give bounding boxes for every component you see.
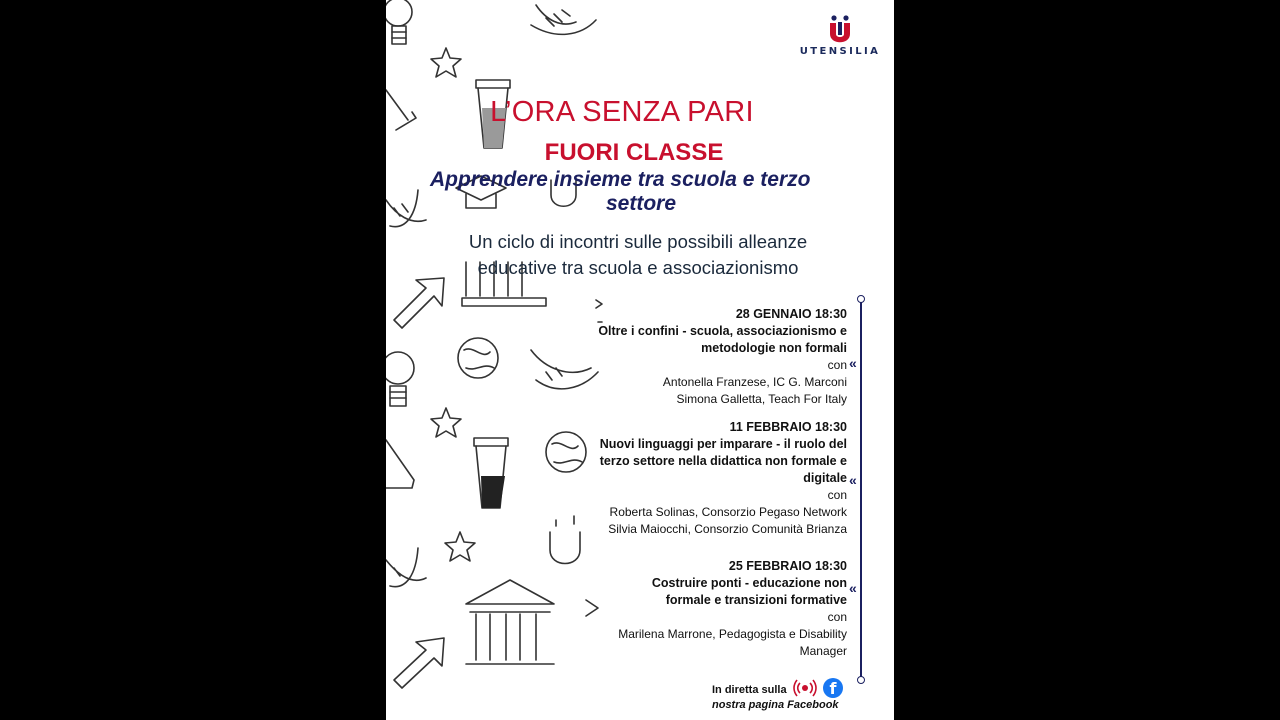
event-title-line: metodologie non formali	[701, 341, 847, 355]
event-item	[557, 306, 847, 408]
handshake-icon-4	[386, 548, 426, 587]
timeline-start-dot	[857, 295, 865, 303]
event-date: 28 GENNAIO 18:30	[735, 307, 847, 321]
event-title-line: Nuovi linguaggi per imparare - il ruolo del	[599, 437, 847, 451]
poster	[386, 0, 894, 720]
event-title-line: Oltre i confini - scuola, associazionismo e	[598, 324, 847, 338]
live-broadcast-icon	[793, 678, 817, 698]
event-item	[557, 558, 847, 660]
event-con-label: con	[827, 358, 847, 372]
intro-line-1: Un ciclo di incontri sulle possibili alleanze	[468, 231, 808, 252]
event-speaker: Roberta Solinas, Consorzio Pegaso Network	[609, 505, 847, 519]
arrow-icon-2	[394, 638, 444, 688]
event-item	[557, 419, 847, 538]
event-title-line: formale e transizioni formative	[665, 593, 847, 607]
utensilia-logo-mark	[825, 14, 855, 44]
arrow-icon	[394, 278, 444, 328]
star-icon-2	[431, 408, 461, 437]
event-speaker: Silvia Maiocchi, Consorzio Comunità Brianza	[608, 522, 847, 536]
timeline-end-dot	[857, 676, 865, 684]
page-title: L’ORA SENZA PARI	[490, 96, 754, 128]
logo-text: UTENSILIA	[799, 46, 881, 57]
star-icon	[431, 48, 461, 77]
event-date: 25 FEBBRAIO 18:30	[728, 559, 847, 573]
live-line-2: nostra pagina Facebook	[712, 699, 839, 711]
lightbulb-icon-2	[386, 352, 414, 406]
timeline-marker-icon-3: «	[849, 580, 857, 596]
event-title-line: Costruire ponti - educazione non	[651, 576, 847, 590]
live-notice	[712, 683, 839, 713]
event-date: 11 FEBBRAIO 18:30	[729, 420, 847, 434]
star-icon-3	[445, 532, 475, 561]
page-subtitle: FUORI CLASSE	[544, 139, 724, 166]
desk-lamp-icon-2	[386, 440, 414, 488]
timeline-line	[860, 298, 862, 678]
event-con-label: con	[827, 488, 847, 502]
timeline-marker-icon-2: «	[849, 472, 857, 488]
events-list	[557, 306, 847, 660]
live-line-1: In diretta sulla	[712, 684, 787, 696]
event-con-label: con	[827, 610, 847, 624]
test-tube-icon-2	[474, 438, 508, 508]
timeline-marker-icon: «	[849, 355, 857, 371]
event-speaker: Marilena Marrone, Pedagogista e Disability	[618, 627, 847, 641]
intro-line-2: educative tra scuola e associazionismo	[477, 257, 799, 278]
event-speaker: Simona Galletta, Teach For Italy	[676, 392, 847, 406]
handshake-icon	[531, 5, 596, 34]
event-title-line: terzo settore nella didattica non formale e	[599, 454, 847, 468]
tagline	[406, 168, 876, 216]
globe-icon	[458, 338, 498, 378]
event-title-line: digitale	[803, 471, 847, 485]
event-speaker: Antonella Franzese, IC G. Marconi	[662, 375, 847, 389]
bank-building-icon	[466, 580, 554, 664]
lightbulb-icon	[386, 0, 412, 44]
tagline-line-2: settore	[606, 192, 677, 215]
intro-text	[386, 229, 892, 281]
event-speaker: Manager	[799, 644, 847, 658]
tagline-line-1: Apprendere insieme tra scuola e terzo	[430, 168, 811, 191]
facebook-icon[interactable]: f	[823, 678, 843, 698]
utensilia-logo	[798, 14, 882, 70]
